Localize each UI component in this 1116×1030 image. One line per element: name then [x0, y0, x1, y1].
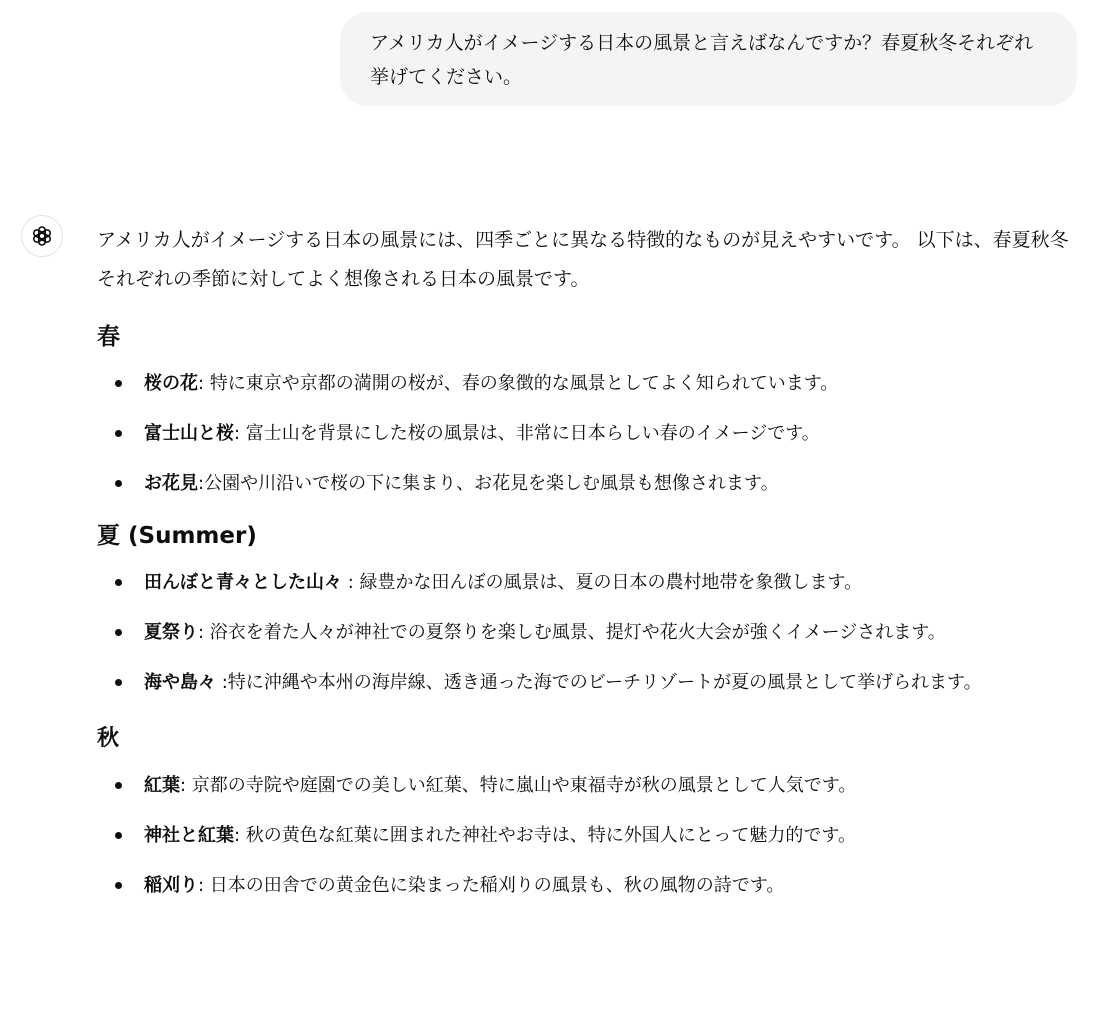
- list-item: [97, 867, 1087, 904]
- autumn-list: [97, 767, 1087, 904]
- item-term: お花見: [144, 473, 198, 494]
- assistant-intro: アメリカ人がイメージする日本の風景には、四季ごとに異なる特徴的なものが見えやすいです。 以下は、春夏秋冬それぞれの季節に対してよく想像される日本の風景です。: [97, 229, 1069, 290]
- item-text: : 秋の黄色な紅葉に囲まれた神社やお寺は、特に外国人にとって魅力的です。: [234, 825, 856, 846]
- item-text: :公園や川沿いで桜の下に集まり、お花見を楽しむ風景も想像されます。: [198, 473, 779, 494]
- user-message-text: アメリカ人がイメージする日本の風景と言えばなんですか？春夏秋冬それぞれ挙げてください。: [370, 32, 1034, 88]
- bullet-icon: [115, 629, 122, 636]
- list-item: [97, 664, 1087, 701]
- summer-list: [97, 564, 1087, 701]
- list-item: [97, 365, 1087, 402]
- list-item: [97, 465, 1087, 502]
- bullet-icon: [115, 430, 122, 437]
- item-text: : 緑豊かな田んぼの風景は、夏の日本の農村地帯を象徴します。: [342, 572, 863, 593]
- section-heading-summer: 夏 (Summer): [97, 523, 257, 549]
- list-item: [97, 415, 1087, 452]
- item-term: 田んぼと青々とした山々: [144, 572, 342, 593]
- item-text: : 富士山を背景にした桜の風景は、非常に日本らしい春のイメージです。: [234, 423, 820, 444]
- list-item: [97, 767, 1087, 804]
- assistant-avatar: [21, 215, 63, 257]
- list-item: [97, 817, 1087, 854]
- item-term: 稲刈り: [144, 875, 198, 896]
- item-term: 紅葉: [144, 775, 180, 796]
- list-item: [97, 614, 1087, 651]
- item-term: 富士山と桜: [144, 423, 234, 444]
- bullet-icon: [115, 380, 122, 387]
- assistant-message: [97, 221, 1087, 904]
- item-term: 海や島々: [144, 672, 216, 693]
- openai-logo-icon: [30, 224, 54, 248]
- spring-list: [97, 365, 1087, 502]
- bullet-icon: [115, 832, 122, 839]
- item-text: :特に沖縄や本州の海岸線、透き通った海でのビーチリゾートが夏の風景として挙げられます。: [216, 672, 982, 693]
- item-text: : 日本の田舎での黄金色に染まった稲刈りの風景も、秋の風物の詩です。: [198, 875, 785, 896]
- item-term: 桜の花: [144, 373, 198, 394]
- bullet-icon: [115, 679, 122, 686]
- item-text: : 浴衣を着た人々が神社での夏祭りを楽しむ風景、提灯や花火大会が強くイメージされます。: [198, 622, 946, 643]
- bullet-icon: [115, 882, 122, 889]
- item-term: 神社と紅葉: [144, 825, 234, 846]
- list-item: [97, 564, 1087, 601]
- item-term: 夏祭り: [144, 622, 198, 643]
- section-heading-spring: 春: [97, 324, 120, 350]
- item-text: : 特に東京や京都の満開の桜が、春の象徴的な風景としてよく知られています。: [198, 373, 839, 394]
- user-message-bubble: [340, 12, 1077, 106]
- bullet-icon: [115, 480, 122, 487]
- bullet-icon: [115, 579, 122, 586]
- section-heading-autumn: 秋: [97, 726, 120, 751]
- item-text: : 京都の寺院や庭園での美しい紅葉、特に嵐山や東福寺が秋の風景として人気です。: [180, 775, 857, 796]
- bullet-icon: [115, 782, 122, 789]
